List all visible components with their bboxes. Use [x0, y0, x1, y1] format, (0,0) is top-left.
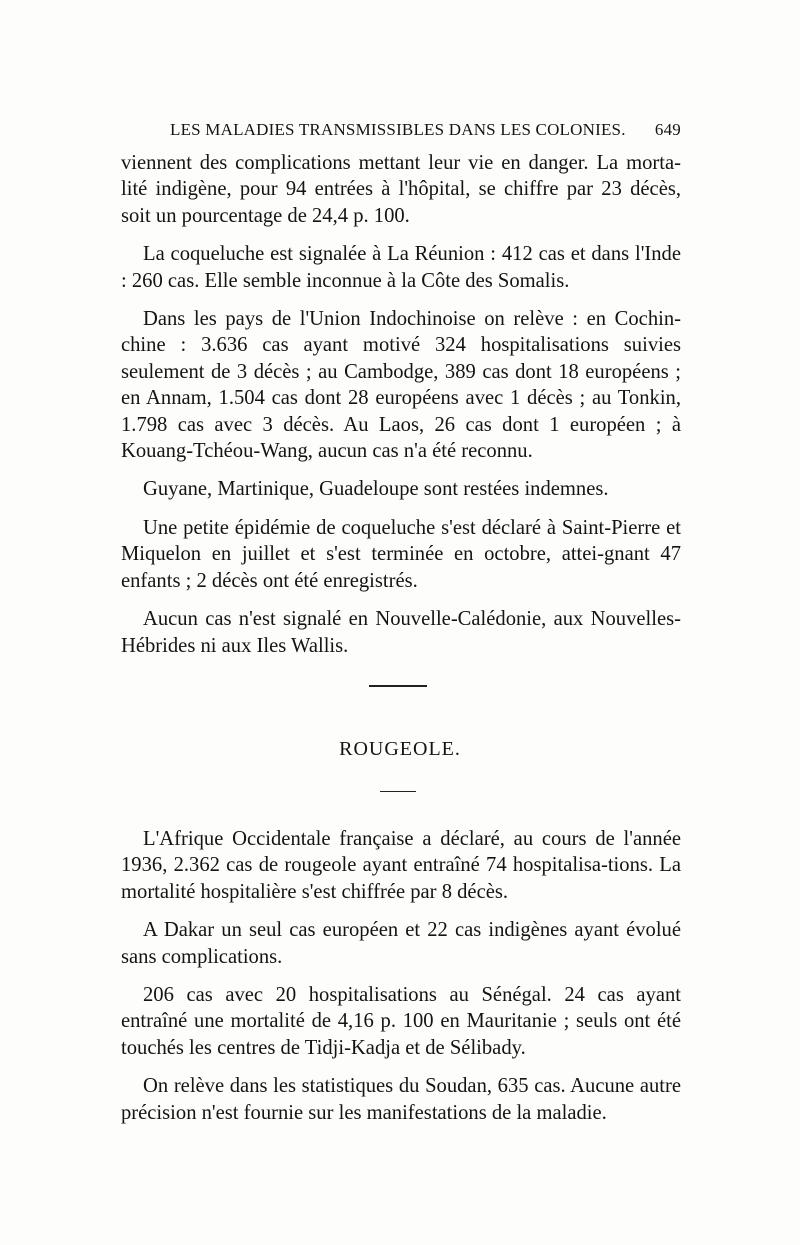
coqueluche-section — [121, 150, 681, 671]
rougeole-section — [121, 826, 681, 1138]
running-title: LES MALADIES TRANSMISSIBLES DANS LES COLONIES. — [170, 120, 626, 139]
paragraph-reunion-inde: La coqueluche est signalée à La Réunion : 412 cas et dans l'Inde : 260 cas. Elle semble inconnue à la Côte des Somalis. — [121, 243, 681, 292]
paragraph-continuation: viennent des complications mettant leur vie en danger. La morta-lité indigène, pour 94 entrées à l'hôpital, se chiffre par 23 décès, soit un pourcentage de 24,4 p. 100. — [121, 152, 681, 227]
title-underline — [380, 791, 416, 792]
paragraph-antilles: Guyane, Martinique, Guadeloupe sont restées indemnes. — [143, 478, 609, 501]
section-divider — [369, 685, 427, 687]
paragraph-dakar: A Dakar un seul cas européen et 22 cas indigènes ayant évolué sans complications. — [121, 919, 681, 968]
page-number: 649 — [654, 120, 681, 139]
section-title-rougeole: ROUGEOLE. — [339, 738, 461, 760]
running-head — [170, 120, 681, 140]
paragraph-senegal-mauritanie: 206 cas avec 20 hospitalisations au Sénégal. 24 cas ayant entraîné une mortalité de 4,16 p. 100 en Mauritanie ; seuls ont été touchés les centres de Tidji-Kadja et de Sélibady. — [121, 984, 681, 1059]
paragraph-indochine: Dans les pays de l'Union Indochinoise on relève : en Cochin-chine : 3.636 cas ayant motivé 324 hospitalisations suivies seulement de 3 décès ; au Cambodge, 389 cas dont 18 européens ; en Annam, 1.504 cas dont 28 européens avec 1 décès ; au Tonkin, 1.798 cas avec 3 décès. Au Laos, 26 cas dont 1 européen ; à Kouang-Tchéou-Wang, aucun cas n'a été reconnu. — [121, 308, 681, 463]
paragraph-aof: L'Afrique Occidentale française a déclaré, au cours de l'année 1936, 2.362 cas de rougeole ayant entraîné 74 hospitalisa-tions. La mortalité hospitalière s'est chiffrée par 8 décès. — [121, 828, 681, 903]
paragraph-soudan: On relève dans les statistiques du Soudan, 635 cas. Aucune autre précision n'est fournie sur les manifestations de la maladie. — [121, 1075, 681, 1124]
paragraph-caledonie: Aucun cas n'est signalé en Nouvelle-Calédonie, aux Nouvelles-Hébrides ni aux Iles Wallis. — [121, 608, 681, 657]
paragraph-saint-pierre: Une petite épidémie de coqueluche s'est déclaré à Saint-Pierre et Miquelon en juillet et s'est terminée en octobre, attei-gnant 47 enfants ; 2 décès ont été enregistrés. — [121, 516, 681, 592]
